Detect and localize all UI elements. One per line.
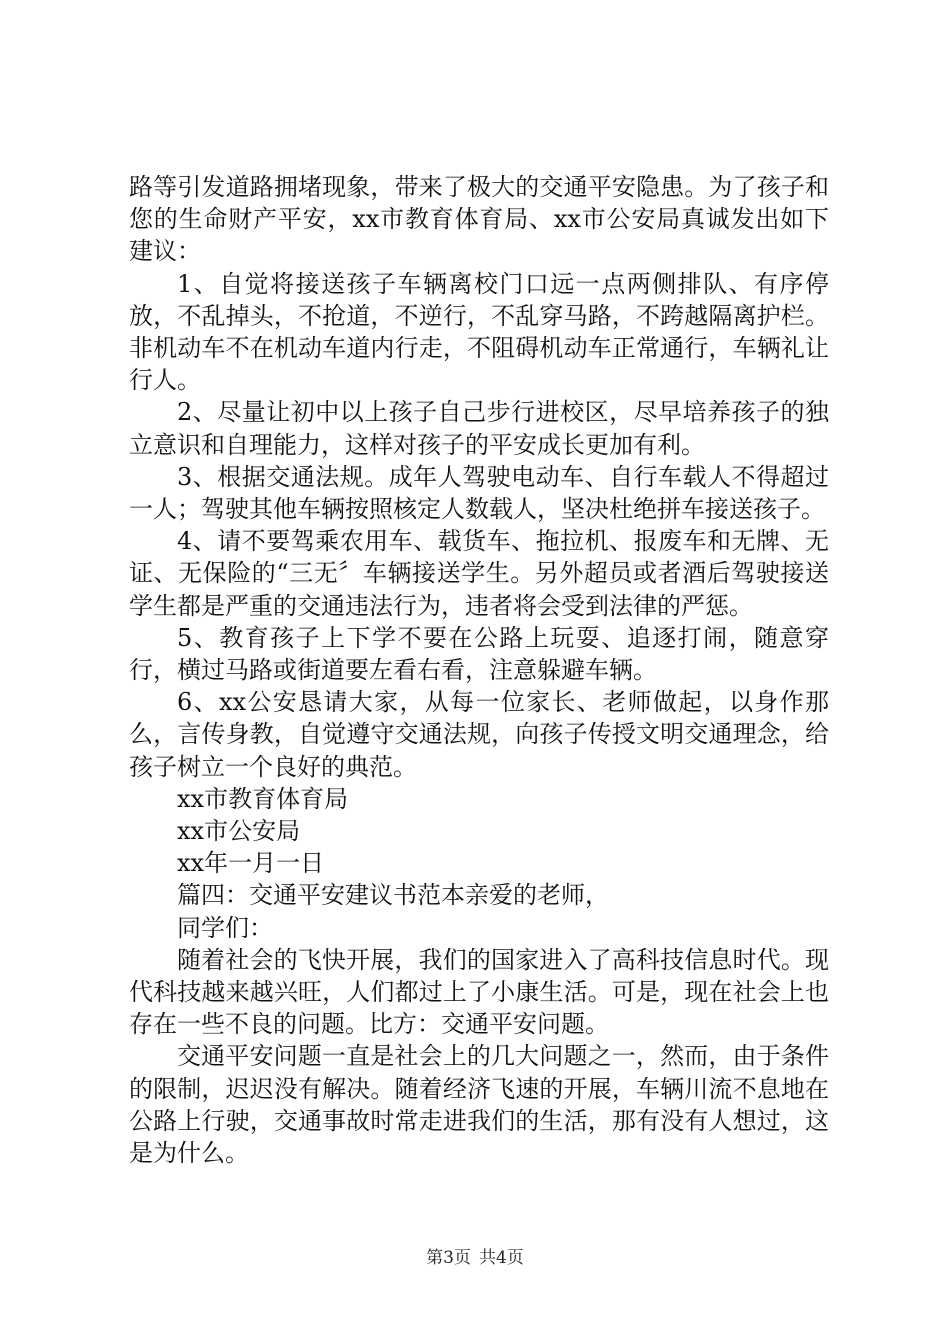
paragraph: 随着社会的飞快开展，我们的国家进入了高科技信息时代。现代科技越来越兴旺，人们都过上了小康生活。可是，现在社会上也存在一些不良的问题。比方：交通平安问题。 xyxy=(129,945,829,1039)
signature-line: xx市教育体育局 xyxy=(177,784,349,813)
paragraph: 6、xx公安恳请大家，从每一位家长、老师做起，以身作那么，言传身教，自觉遵守交通法规，向孩子传授文明交通理念，给孩子树立一个良好的典范。 xyxy=(129,688,829,781)
signature-line: xx市公安局 xyxy=(177,817,301,846)
paragraph: 交通平安问题一直是社会上的几大问题之一，然而，由于条件的限制，迟迟没有解决。随着经济飞速的开展，车辆川流不息地在公路上行驶，交通事故时常走进我们的生活，那有没有人想过，这是为什么。 xyxy=(129,1042,829,1168)
page-footer xyxy=(0,1243,950,1268)
page-total: 共4页 xyxy=(479,1248,524,1268)
date-line: xx年一月一日 xyxy=(177,849,325,878)
document-body xyxy=(129,171,829,1169)
section-heading: 篇四：交通平安建议书范本亲爱的老师， xyxy=(177,881,609,910)
paragraph: 路等引发道路拥堵现象，带来了极大的交通平安隐患。为了孩子和您的生命财产平安，xx市教育体育局、xx市公安局真诚发出如下建议： xyxy=(129,173,829,266)
paragraph: 5、教育孩子上下学不要在公路上玩耍、追逐打闹，随意穿行，横过马路或街道要左看右看，注意躲避车辆。 xyxy=(129,623,829,685)
paragraph: 2、尽量让初中以上孩子自己步行进校区，尽早培养孩子的独立意识和自理能力，这样对孩子的平安成长更加有利。 xyxy=(129,398,829,459)
paragraph: 4、请不要驾乘农用车、载货车、拖拉机、报废车和无牌、无证、无保险的“三无〞车辆接送学生。另外超员或者酒后驾驶接送学生都是严重的交通违法行为，违者将会受到法律的严惩。 xyxy=(129,527,829,620)
paragraph: 1、自觉将接送孩子车辆离校门口远一点两侧排队、有序停放，不乱掉头，不抢道，不逆行，不乱穿马路，不跨越隔离护栏。非机动车不在机动车道内行走，不阻碍机动车正常通行，车辆礼让行人。 xyxy=(129,269,829,395)
salutation: 同学们： xyxy=(177,913,273,942)
page-number: 第3页 xyxy=(426,1248,471,1268)
paragraph: 3、根据交通法规。成年人驾驶电动车、自行车载人不得超过一人；驾驶其他车辆按照核定人数载人，坚决杜绝拼车接送孩子。 xyxy=(129,462,829,524)
